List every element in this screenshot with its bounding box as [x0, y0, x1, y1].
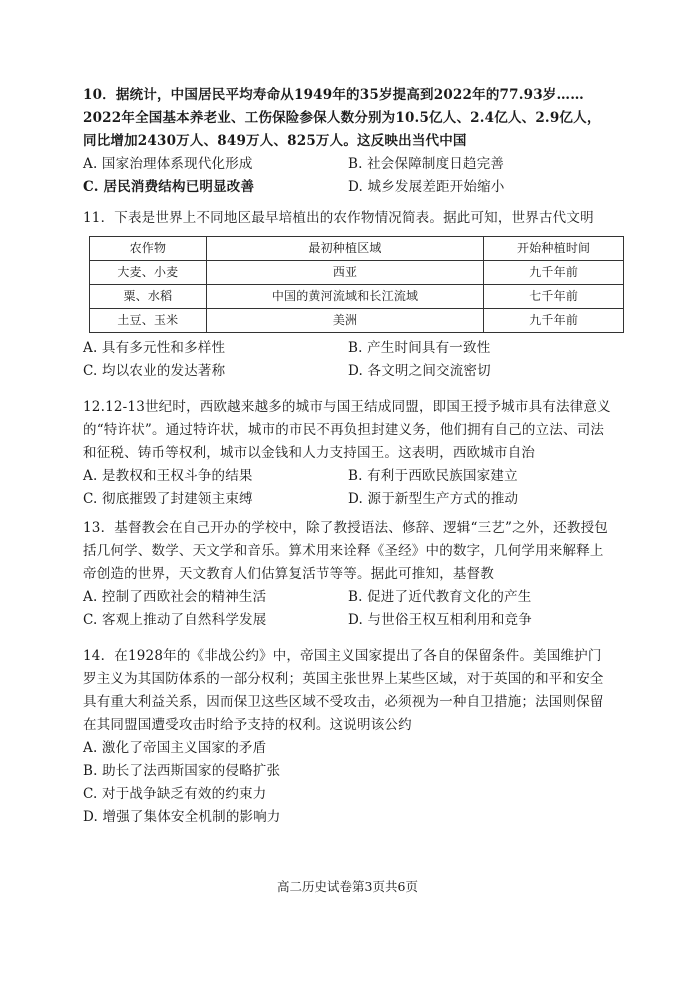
table-row — [90, 309, 624, 333]
table-row — [90, 285, 624, 309]
table-cell: 九千年前 — [484, 261, 624, 285]
question-14 — [83, 645, 613, 829]
question-11-stem: 11．下表是世界上不同地区最早培植出的农作物情况简表。据此可知，世界古代文明 — [83, 210, 594, 226]
option-c[interactable]: C. 均以农业的发达著称 — [83, 363, 226, 379]
question-12-options — [83, 465, 613, 511]
question-11 — [83, 207, 613, 383]
table-header: 最初种植区域 — [206, 237, 484, 261]
question-10-options — [83, 153, 613, 199]
table-row — [90, 261, 624, 285]
option-b[interactable]: B. 助长了法西斯国家的侵略扩张 — [83, 763, 281, 779]
table-cell: 中国的黄河流域和长江流域 — [206, 285, 484, 309]
question-14-stem: 14．在1928年的《非战公约》中，帝国主义国家提出了各自的保留条件。美国维护门罗主义为其国防体系的一部分权利；英国主张世界上某些区域，对于英国的和平和安全具有重大利益关系，因而保卫这些区域不受攻击，必须视为一种自卫措施；法国则保留在其同盟国遭受攻击时给予支持的权利。这说明该公约 — [83, 648, 604, 733]
option-a[interactable]: A. 具有多元性和多样性 — [83, 340, 226, 356]
table-cell: 粟、水稻 — [90, 285, 207, 309]
question-10-stem: 10．据统计，中国居民平均寿命从1949年的35岁提高到2022年的77.93岁……2022年全国基本养老业、工伤保险参保人数分别为10.5亿人、2.4亿人、2.9亿人，同比增加2430万人、849万人、825万人。这反映出当代中国 — [83, 87, 601, 149]
table-header: 农作物 — [90, 237, 207, 261]
table-cell: 九千年前 — [484, 309, 624, 333]
table-header-row — [90, 237, 624, 261]
option-b[interactable]: B. 社会保障制度日趋完善 — [348, 156, 505, 172]
question-12 — [83, 396, 613, 511]
page-footer: 高二历史试卷第3页共6页 — [277, 879, 418, 894]
option-d[interactable]: D. 与世俗王权互相利用和竞争 — [348, 612, 532, 628]
option-a[interactable]: A. 控制了西欧社会的精神生活 — [83, 589, 267, 605]
table-cell: 美洲 — [206, 309, 484, 333]
table-cell: 土豆、玉米 — [90, 309, 207, 333]
option-d[interactable]: D. 城乡发展差距开始缩小 — [348, 179, 505, 195]
option-c[interactable]: C. 彻底摧毁了封建领主束缚 — [83, 491, 253, 507]
option-b[interactable]: B. 有利于西欧民族国家建立 — [348, 468, 518, 484]
option-a[interactable]: A. 是教权和王权斗争的结果 — [83, 468, 253, 484]
question-10 — [83, 84, 613, 199]
option-b[interactable]: B. 产生时间具有一致性 — [348, 340, 491, 356]
question-11-options — [83, 337, 613, 383]
crop-table — [89, 236, 624, 333]
option-d[interactable]: D. 各文明之间交流密切 — [348, 363, 491, 379]
option-a[interactable]: A. 国家治理体系现代化形成 — [83, 156, 253, 172]
question-13-stem: 13．基督教会在自己开办的学校中，除了教授语法、修辞、逻辑“三艺”之外，还教授包括几何学、数学、天文学和音乐。算术用来诠释《圣经》中的数字，几何学用来解释上帝创造的世界，天文教育人们估算复活节等等。据此可推知，基督教 — [83, 520, 608, 582]
question-13-options — [83, 586, 613, 632]
question-13 — [83, 517, 613, 632]
option-c[interactable]: C. 居民消费结构已明显改善 — [83, 179, 255, 195]
question-12-stem: 12.12-13世纪时，西欧越来越多的城市与国王结成同盟，即国王授予城市具有法律意义的“特许状”。通过特许状，城市的市民不再负担封建义务，他们拥有自己的立法、司法和征税、铸币等权利，城市以金钱和人力支持国王。这表明，西欧城市自治 — [83, 399, 611, 461]
table-header: 开始种植时间 — [484, 237, 624, 261]
option-c[interactable]: C. 客观上推动了自然科学发展 — [83, 612, 267, 628]
option-b[interactable]: B. 促进了近代教育文化的产生 — [348, 589, 532, 605]
option-a[interactable]: A. 激化了帝国主义国家的矛盾 — [83, 740, 267, 756]
option-d[interactable]: D. 源于新型生产方式的推动 — [348, 491, 519, 507]
table-cell: 大麦、小麦 — [90, 261, 207, 285]
option-c[interactable]: C. 对于战争缺乏有效的约束力 — [83, 786, 267, 802]
question-14-options — [83, 737, 613, 829]
option-d[interactable]: D. 增强了集体安全机制的影响力 — [83, 809, 281, 825]
table-cell: 七千年前 — [484, 285, 624, 309]
table-cell: 西亚 — [206, 261, 484, 285]
